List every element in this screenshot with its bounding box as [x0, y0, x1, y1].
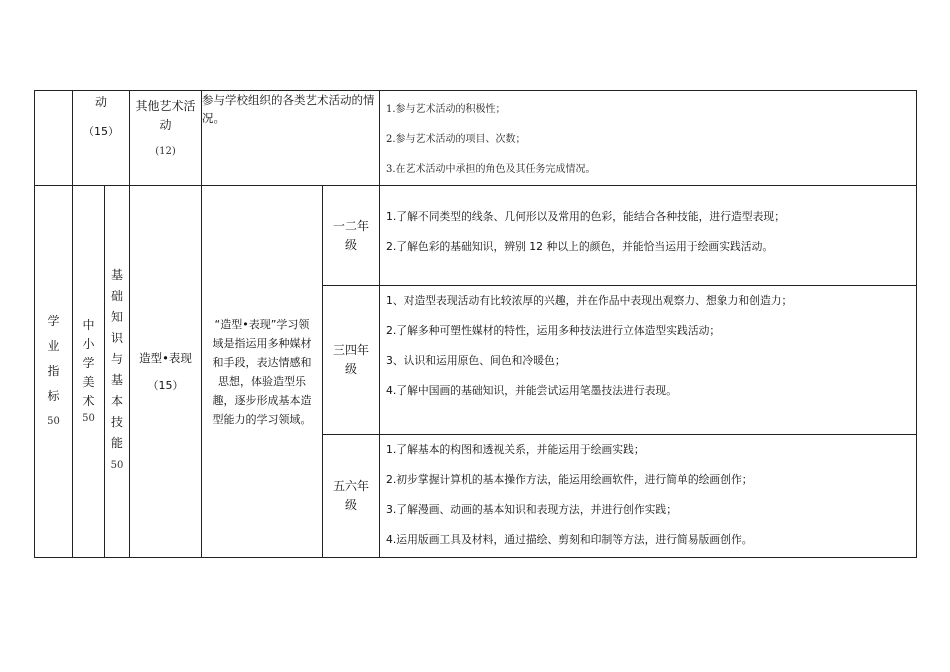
grade-label: 五六年级	[332, 479, 369, 512]
subject-description: 参与学校组织的各类艺术活动的情况。	[202, 91, 380, 186]
list-item: 1、对造型表现活动有比较浓厚的兴趣，并在作品中表现出观察力、想象力和创造力；	[386, 294, 793, 307]
list-item: 4.运用版画工具及材料，通过描绘、剪刻和印制等方法，进行简易版画创作。	[386, 533, 753, 546]
level-label: 中 小 学 美 术 50	[73, 316, 104, 427]
area-cell	[130, 186, 202, 558]
requirements-list	[380, 91, 916, 185]
list-item: 1.参与艺术活动的积极性；	[386, 104, 506, 115]
grade-requirements-cell	[380, 435, 917, 558]
table-row-other-activities	[35, 91, 917, 186]
knowledge-cell	[105, 186, 130, 558]
subject-name: 其他艺术活动	[135, 99, 196, 132]
section-cell	[73, 91, 130, 186]
grade-label: 一二年级	[332, 218, 369, 252]
grade-requirements-cell	[380, 286, 917, 435]
area-name: 造型•表现	[139, 350, 192, 365]
list-item: 2.初步掌握计算机的基本操作方法，能运用绘画软件，进行简单的绘画创作；	[386, 473, 753, 486]
list-item: 2.了解多种可塑性媒材的特性，运用多种技法进行立体造型实践活动；	[386, 324, 721, 337]
category-score: 50	[47, 416, 60, 427]
requirements-cell	[380, 91, 917, 186]
grade-label-cell	[323, 286, 380, 435]
list-item: 3.了解漫画、动画的基本知识和表现方法，并进行创作实践；	[386, 503, 678, 516]
requirements-list	[380, 435, 916, 555]
evaluation-table	[34, 90, 917, 558]
category-label: 学 业 指 标 50	[35, 309, 72, 434]
category-cell	[35, 186, 73, 558]
level-score: 50	[82, 413, 95, 424]
requirements-list	[380, 286, 916, 406]
area-description: “造型•表现”学习领域是指运用多种媒材和手段，表达情感和思想，体验造型乐趣，逐步形成基本造型能力的学习领域。	[212, 317, 312, 426]
section-label: 动	[94, 95, 107, 109]
grade-label: 三四年级	[332, 343, 369, 376]
subject-cell	[130, 91, 202, 186]
table-row-grade-1-2	[35, 186, 917, 286]
requirements-list	[380, 186, 916, 262]
area-description-cell	[202, 186, 323, 558]
list-item: 1.了解基本的构图和透视关系，并能运用于绘画实践；	[386, 443, 645, 456]
grade-requirements-cell	[380, 186, 917, 286]
list-item: 1.了解不同类型的线条、几何形以及常用的色彩，能结合各种技能，进行造型表现；	[386, 210, 785, 223]
knowledge-score: 50	[110, 460, 124, 471]
list-item: 3.在艺术活动中承担的角色及其任务完成情况。	[386, 164, 596, 175]
list-item: 2.参与艺术活动的项目、次数；	[386, 134, 526, 145]
section-score: （15）	[83, 125, 119, 138]
grade-label-cell	[323, 186, 380, 286]
subject-score: (12)	[155, 146, 176, 157]
list-item: 4.了解中国画的基础知识，并能尝试运用笔墨技法进行表现。	[386, 384, 678, 397]
area-score: （15）	[147, 378, 184, 392]
category-cell-empty	[35, 91, 73, 186]
list-item: 3、认识和运用原色、间色和冷暖色；	[386, 354, 566, 367]
level-cell	[73, 186, 105, 558]
grade-label-cell	[323, 435, 380, 558]
knowledge-label: 基 础 知 识 与 基 本 技 能 50	[105, 265, 129, 478]
list-item: 2.了解色彩的基础知识，辨别 12 种以上的颜色，并能恰当运用于绘画实践活动。	[386, 240, 774, 253]
